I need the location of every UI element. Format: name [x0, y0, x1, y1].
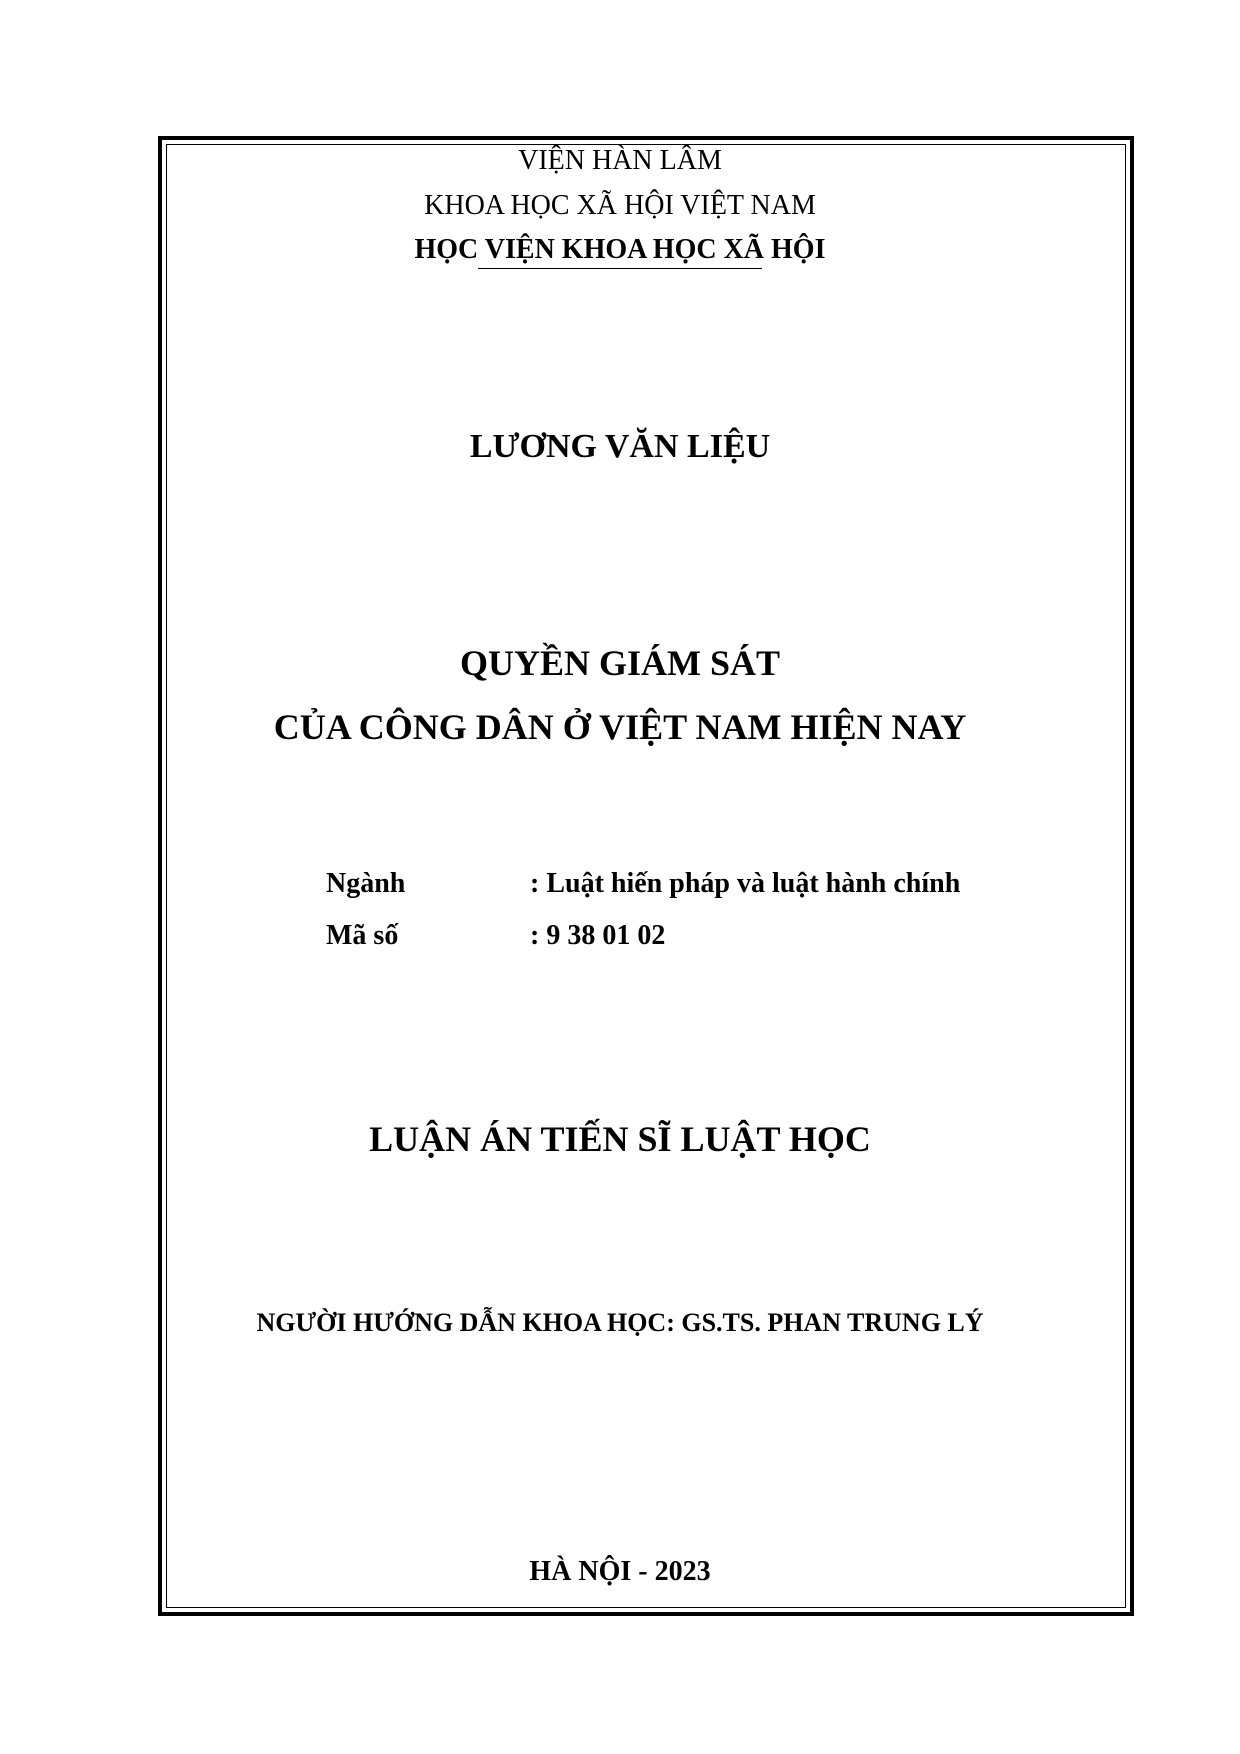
institution-line-1: VIỆN HÀN LÂM — [518, 145, 722, 176]
degree-title: LUẬN ÁN TIẾN SĨ LUẬT HỌC — [369, 1119, 871, 1159]
major-label: Ngành — [326, 868, 406, 899]
advisor-line: NGƯỜI HƯỚNG DẪN KHOA HỌC: GS.TS. PHAN TRUNG LÝ — [256, 1308, 984, 1337]
code-value: : 9 38 01 02 — [530, 920, 666, 951]
institution-line-2: KHOA HỌC XÃ HỘI VIỆT NAM — [424, 190, 816, 221]
thesis-title-line-1: QUYỀN GIÁM SÁT — [459, 643, 781, 683]
place-year: HÀ NỘI - 2023 — [529, 1556, 711, 1587]
major-value: : Luật hiến pháp và luật hành chính — [530, 868, 961, 899]
institution-underline — [478, 268, 762, 269]
thesis-title-line-2: CỦA CÔNG DÂN Ở VIỆT NAM HIỆN NAY — [273, 707, 967, 747]
author-name: LƯƠNG VĂN LIỆU — [469, 428, 771, 465]
code-label: Mã số — [326, 920, 399, 951]
institution-line-3: HỌC VIỆN KHOA HỌC XÃ HỘI — [414, 234, 826, 265]
